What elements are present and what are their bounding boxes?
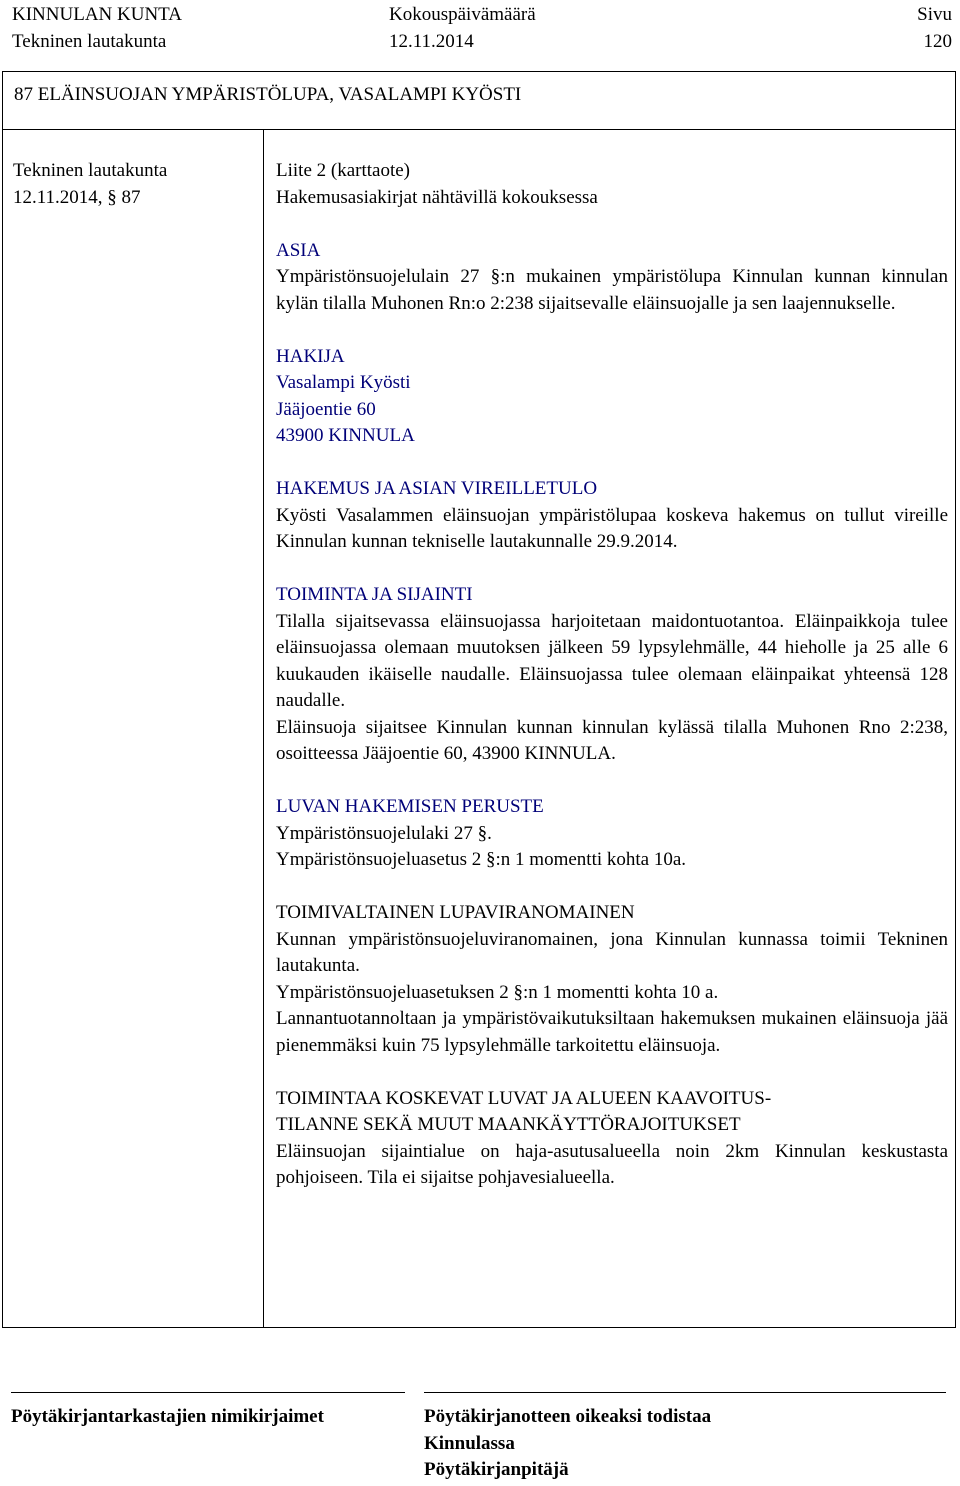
applicant-postal: 43900 KINNULA	[276, 425, 415, 446]
kaavoitus-text: Eläinsuojan sijaintialue on haja-asutusalueella noin 2km Kinnulan keskustasta pohjoiseen. Tila ei sijaitse pohjavesialueella.	[276, 1140, 948, 1188]
hakemus-text: Kyösti Vasalammen eläinsuojan ympäristölupaa koskeva hakemus on tullut vireille Kinnulan kunnan tekniselle lautakunnalle 29.9.2014.	[276, 504, 948, 552]
toimivalta-3: Lannantuotannoltaan ja ympäristövaikutuksiltaan hakemuksen mukainen eläinsuoja jää pienemmäksi kuin 75 lypsylehmälle tarkoitettu eläinsuoja.	[276, 1008, 948, 1056]
heading-hakija: HAKIJA	[276, 345, 345, 367]
page-number: 120	[923, 30, 952, 52]
certification-place: Kinnulassa	[424, 1432, 515, 1454]
committee-name: Tekninen lautakunta	[12, 30, 167, 52]
documents-note: Hakemusasiakirjat nähtävillä kokouksessa	[276, 186, 598, 208]
toimivalta-1: Kunnan ympäristönsuojeluviranomainen, jona Kinnulan kunnassa toimii Tekninen lautakunta.	[276, 928, 948, 976]
section-title: 87 ELÄINSUOJAN YMPÄRISTÖLUPA, VASALAMPI KYÖSTI	[14, 84, 522, 105]
certification-label: Pöytäkirjanotteen oikeaksi todistaa	[424, 1406, 712, 1427]
left-reference: 12.11.2014, § 87	[13, 186, 141, 208]
heading-hakemus: HAKEMUS JA ASIAN VIREILLETULO	[276, 478, 598, 499]
signature-line-right	[424, 1392, 946, 1393]
certification-block	[424, 1404, 711, 1484]
toimivalta-2: Ympäristönsuojeluasetuksen 2 §:n 1 momentti kohta 10 a.	[276, 981, 719, 1003]
title-divider	[3, 129, 955, 130]
right-column	[276, 158, 948, 1192]
toiminta-text-1: Tilalla sijaitsevassa eläinsuojassa harjoitetaan maidontuotantoa. Eläinpaikkoja tulee eläinsuojassa olemaan muutoksen jälkeen 59 lypsylehmälle, 44 hieholle ja 25 alle 6 kuukauden ikäiselle naudalle. Eläinsuojassa tulee olemaan eläinpaikat yhteensä 128 naudalle.	[276, 610, 948, 711]
heading-kaavoitus-1: TOIMINTAA KOSKEVAT LUVAT JA ALUEEN KAAVOITUS-	[276, 1087, 772, 1109]
heading-asia: ASIA	[276, 239, 321, 261]
page-header	[12, 2, 952, 55]
meeting-date-label: Kokouspäivämäärä	[389, 4, 536, 25]
asia-text: Ympäristönsuojelulain 27 §:n mukainen ympäristölupa Kinnulan kunnan kinnulan kylän tilalla Muhonen Rn:o 2:238 sijaitsevalle eläinsuojalle ja sen laajennukselle.	[276, 266, 948, 314]
heading-peruste: LUVAN HAKEMISEN PERUSTE	[276, 796, 544, 817]
inspectors-initials-label: Pöytäkirjantarkastajien nimikirjaimet	[11, 1406, 324, 1427]
peruste-1: Ympäristönsuojelulaki 27 §.	[276, 822, 492, 844]
heading-toimivalta: TOIMIVALTAINEN LUPAVIRANOMAINEN	[276, 902, 635, 923]
heading-kaavoitus-2: TILANNE SEKÄ MUUT MAANKÄYTTÖRAJOITUKSET	[276, 1114, 741, 1135]
left-column	[13, 158, 258, 211]
left-committee: Tekninen lautakunta	[13, 160, 168, 181]
minutes-frame	[2, 71, 956, 1328]
heading-toiminta: TOIMINTA JA SIJAINTI	[276, 584, 473, 605]
toiminta-text-2: Eläinsuoja sijaitsee Kinnulan kunnan kinnulan kylässä tilalla Muhonen Rno 2:238, osoitteessa Jääjoentie 60, 43900 KINNULA.	[276, 716, 948, 764]
certification-role: Pöytäkirjanpitäjä	[424, 1459, 569, 1480]
applicant-name: Vasalampi Kyösti	[276, 372, 411, 393]
signature-line-left	[11, 1392, 405, 1393]
attachment-note: Liite 2 (karttaote)	[276, 160, 410, 181]
org-name: KINNULAN KUNTA	[12, 4, 182, 25]
meeting-date: 12.11.2014	[389, 30, 474, 52]
column-divider	[263, 129, 264, 1327]
page-label: Sivu	[917, 4, 952, 25]
applicant-address: Jääjoentie 60	[276, 398, 376, 420]
peruste-2: Ympäristönsuojeluasetus 2 §:n 1 momentti kohta 10a.	[276, 849, 687, 870]
